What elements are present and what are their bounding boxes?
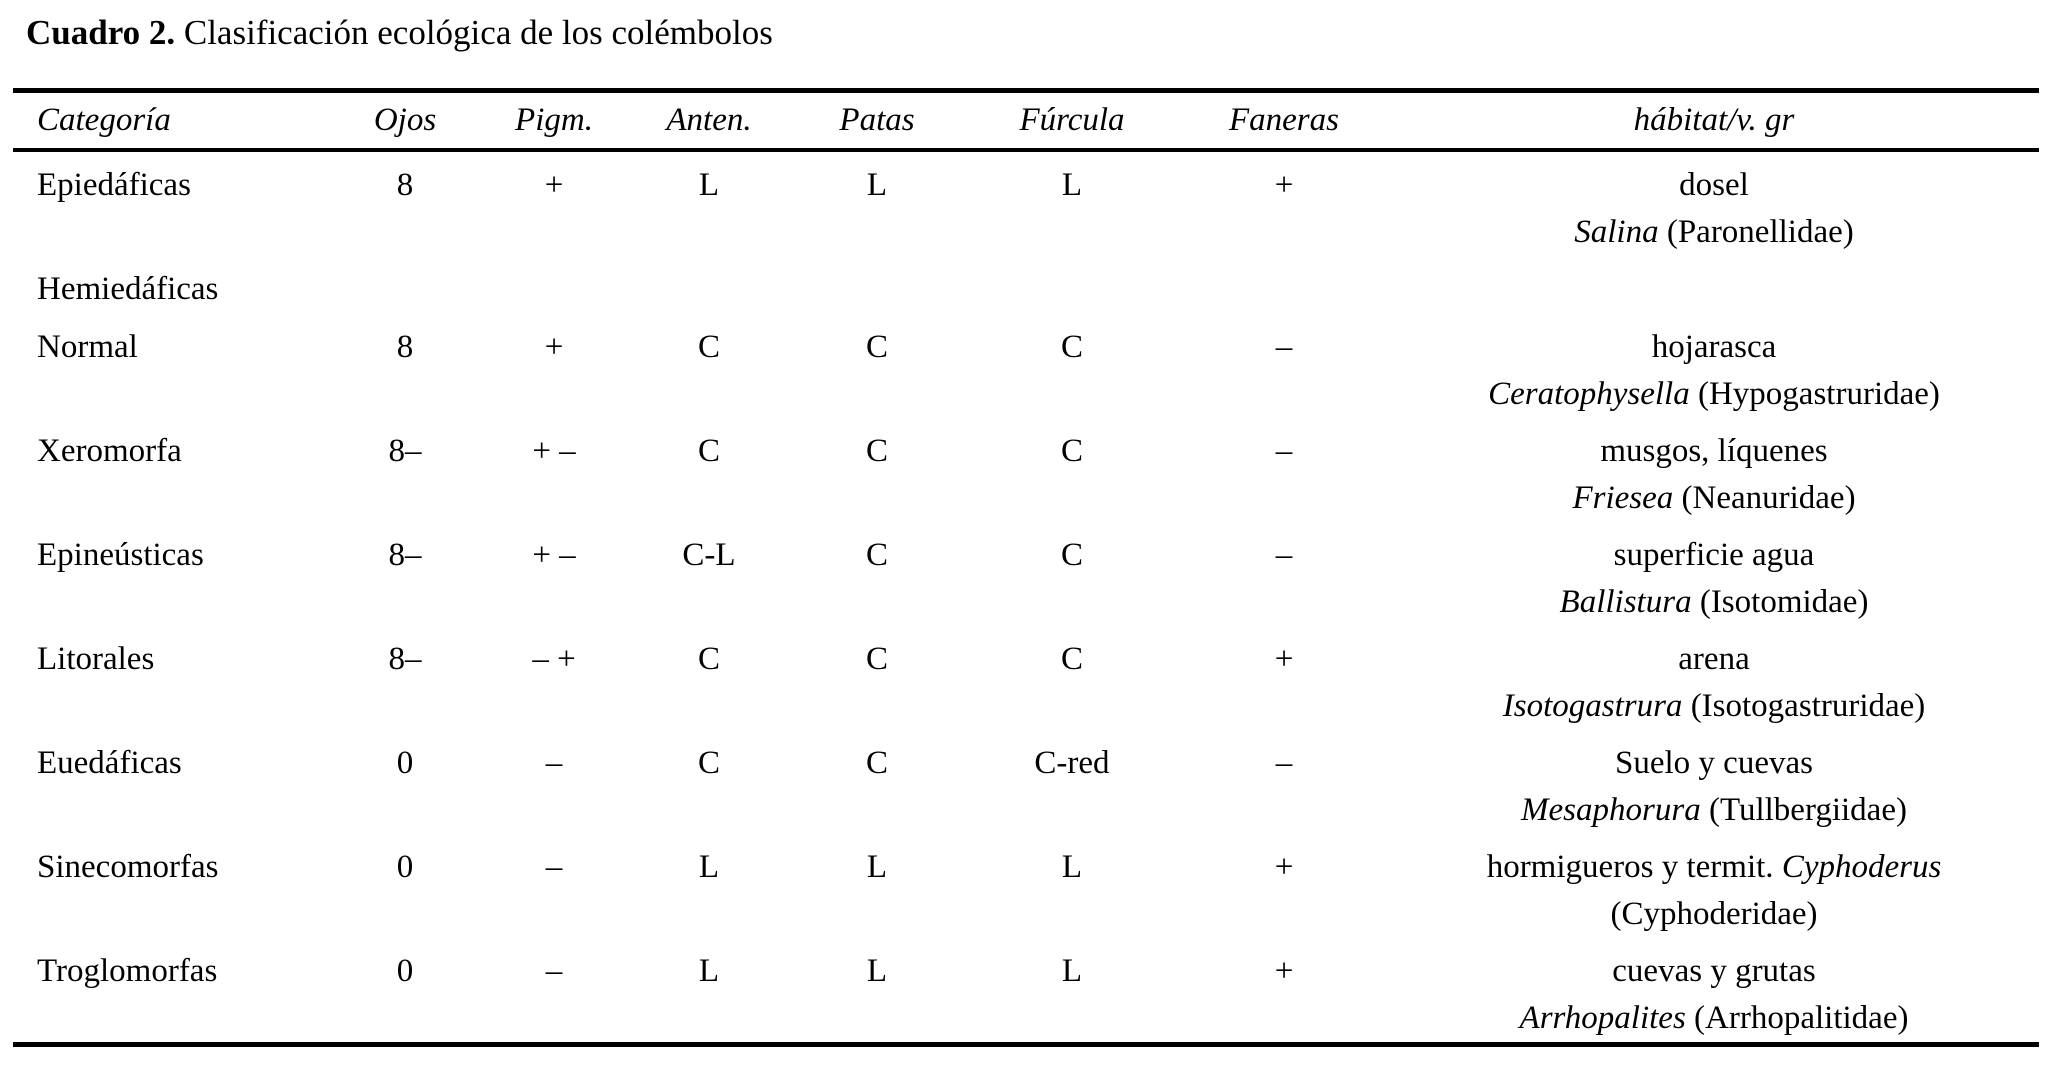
cell-ojos: 0 bbox=[396, 952, 414, 989]
cell-pigm bbox=[479, 256, 629, 314]
habitat-line: Friesea (Neanuridae) bbox=[1572, 479, 1856, 516]
cell-habitat bbox=[1389, 834, 2039, 938]
cell-ojos: 8– bbox=[388, 432, 422, 469]
habitat-line: dosel bbox=[1679, 166, 1749, 203]
cell-ojos: 0 bbox=[396, 744, 414, 781]
cell-pigm: + bbox=[544, 328, 564, 365]
cell-furcula: C bbox=[1060, 432, 1083, 469]
ecological-classification-table bbox=[13, 88, 2039, 1047]
table-header bbox=[13, 91, 2039, 150]
column-header-furcula: Fúrcula bbox=[1019, 101, 1125, 138]
cell-furcula: L bbox=[1061, 848, 1083, 885]
habitat-line: Salina (Paronellidae) bbox=[1574, 213, 1854, 250]
habitat-line: Isotogastrura (Isotogastruridae) bbox=[1502, 687, 1926, 724]
cell-habitat bbox=[1389, 938, 2039, 1045]
cell-furcula: L bbox=[1061, 952, 1083, 989]
cell-patas: L bbox=[866, 952, 888, 989]
cell-anten bbox=[629, 256, 789, 314]
table-row bbox=[13, 314, 2039, 418]
cell-categoria: Epineústicas bbox=[37, 536, 204, 573]
cell-habitat bbox=[1389, 150, 2039, 256]
table-row bbox=[13, 256, 2039, 314]
cell-habitat bbox=[1389, 256, 2039, 314]
cell-furcula bbox=[965, 256, 1179, 314]
cell-patas: L bbox=[866, 848, 888, 885]
table-row bbox=[13, 150, 2039, 256]
cell-anten: L bbox=[698, 166, 720, 203]
cell-faneras: – bbox=[1275, 432, 1293, 469]
cell-faneras: + bbox=[1274, 952, 1294, 989]
cell-anten: C bbox=[697, 432, 720, 469]
column-header-pigm: Pigm. bbox=[515, 101, 593, 138]
cell-categoria: Hemiedáficas bbox=[37, 270, 219, 307]
habitat-line: Arrhopalites (Arrhopalitidae) bbox=[1519, 999, 1909, 1036]
cell-pigm: – bbox=[545, 952, 563, 989]
habitat-line: Ballistura (Isotomidae) bbox=[1559, 583, 1869, 620]
cell-pigm: + bbox=[544, 166, 564, 203]
table-header-row bbox=[13, 91, 2039, 150]
table-caption-number: Cuadro 2. bbox=[26, 13, 176, 52]
table-caption-text: Clasificación ecológica de los colémbolos bbox=[175, 13, 773, 52]
cell-ojos: 8– bbox=[388, 536, 422, 573]
cell-anten: C bbox=[697, 328, 720, 365]
cell-furcula: C-red bbox=[1034, 744, 1110, 781]
cell-ojos: 8 bbox=[396, 166, 414, 203]
cell-anten: C bbox=[697, 640, 720, 677]
column-header-faneras: Faneras bbox=[1229, 101, 1339, 138]
column-header-categoria: Categoría bbox=[37, 101, 171, 138]
cell-habitat bbox=[1389, 418, 2039, 522]
cell-habitat bbox=[1389, 626, 2039, 730]
cell-faneras: + bbox=[1274, 640, 1294, 677]
cell-categoria: Euedáficas bbox=[37, 744, 182, 781]
column-header-patas: Patas bbox=[839, 101, 915, 138]
cell-pigm: + – bbox=[532, 432, 576, 469]
habitat-line: musgos, líquenes bbox=[1600, 432, 1828, 469]
habitat-line: arena bbox=[1678, 640, 1750, 677]
habitat-line: hormigueros y termit. Cyphoderus bbox=[1486, 848, 1942, 885]
cell-faneras: – bbox=[1275, 744, 1293, 781]
cell-pigm: – bbox=[545, 848, 563, 885]
table-row bbox=[13, 730, 2039, 834]
cell-categoria: Litorales bbox=[37, 640, 155, 677]
habitat-line: superficie agua bbox=[1613, 536, 1815, 573]
cell-ojos: 8– bbox=[388, 640, 422, 677]
habitat-line: hojarasca bbox=[1651, 328, 1777, 365]
table-row bbox=[13, 834, 2039, 938]
table-row bbox=[13, 626, 2039, 730]
habitat-line: (Cyphoderidae) bbox=[1610, 895, 1818, 932]
cell-faneras: + bbox=[1274, 166, 1294, 203]
habitat-line: Ceratophysella (Hypogastruridae) bbox=[1488, 375, 1940, 412]
column-header-ojos: Ojos bbox=[373, 101, 437, 138]
cell-faneras: – bbox=[1275, 328, 1293, 365]
table-body bbox=[13, 150, 2039, 1045]
cell-furcula: C bbox=[1060, 536, 1083, 573]
habitat-line: Suelo y cuevas bbox=[1615, 744, 1813, 781]
cell-faneras: – bbox=[1275, 536, 1293, 573]
cell-patas bbox=[789, 256, 965, 314]
table-row bbox=[13, 938, 2039, 1045]
cell-pigm: + – bbox=[532, 536, 576, 573]
cell-ojos bbox=[331, 256, 479, 314]
cell-anten: L bbox=[698, 848, 720, 885]
cell-categoria: Epiedáficas bbox=[37, 166, 191, 203]
table-row bbox=[13, 522, 2039, 626]
cell-pigm: – + bbox=[532, 640, 576, 677]
cell-categoria: Xeromorfa bbox=[37, 432, 182, 469]
column-header-habitat: hábitat/v. gr bbox=[1633, 101, 1795, 138]
cell-anten: C-L bbox=[682, 536, 736, 573]
habitat-line: Mesaphorura (Tullbergiidae) bbox=[1521, 791, 1907, 828]
cell-furcula: C bbox=[1060, 640, 1083, 677]
habitat-line: cuevas y grutas bbox=[1612, 952, 1816, 989]
cell-patas: L bbox=[866, 166, 888, 203]
cell-faneras: + bbox=[1274, 848, 1294, 885]
cell-anten: L bbox=[698, 952, 720, 989]
cell-pigm: – bbox=[545, 744, 563, 781]
cell-ojos: 0 bbox=[396, 848, 414, 885]
cell-habitat bbox=[1389, 522, 2039, 626]
cell-habitat bbox=[1389, 730, 2039, 834]
cell-faneras bbox=[1179, 256, 1389, 314]
cell-furcula: L bbox=[1061, 166, 1083, 203]
cell-categoria: Troglomorfas bbox=[37, 952, 218, 989]
cell-patas: C bbox=[865, 640, 888, 677]
cell-ojos: 8 bbox=[396, 328, 414, 365]
cell-patas: C bbox=[865, 432, 888, 469]
cell-furcula: C bbox=[1060, 328, 1083, 365]
column-header-anten: Anten. bbox=[666, 101, 752, 138]
table-row bbox=[13, 418, 2039, 522]
cell-patas: C bbox=[865, 536, 888, 573]
cell-categoria: Normal bbox=[37, 328, 138, 365]
cell-anten: C bbox=[697, 744, 720, 781]
cell-patas: C bbox=[865, 328, 888, 365]
cell-habitat bbox=[1389, 314, 2039, 418]
table-caption bbox=[0, 0, 2049, 54]
cell-patas: C bbox=[865, 744, 888, 781]
cell-categoria: Sinecomorfas bbox=[37, 848, 219, 885]
